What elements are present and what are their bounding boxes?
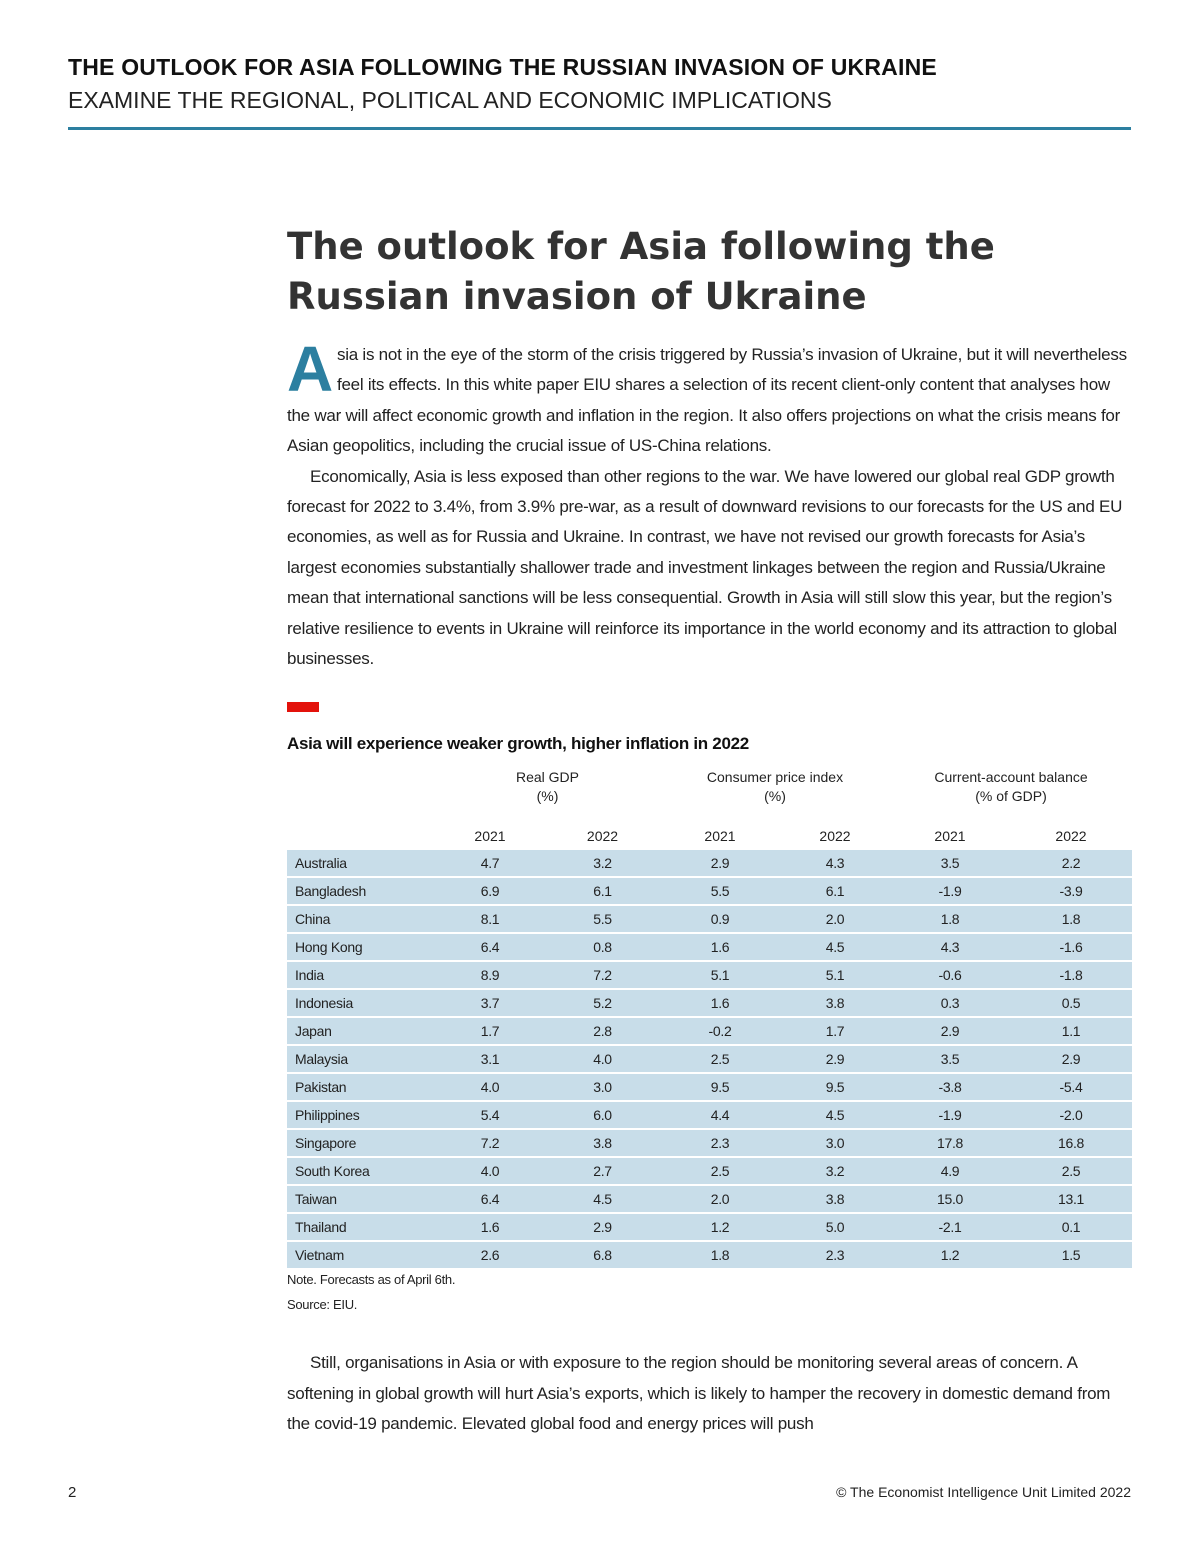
value-cell: 4.5 [545, 1185, 660, 1213]
value-cell: 2.5 [660, 1157, 780, 1185]
value-cell: 15.0 [890, 1185, 1010, 1213]
country-cell: Indonesia [287, 989, 435, 1017]
value-cell: 2.3 [780, 1241, 890, 1269]
value-cell: 2.8 [545, 1017, 660, 1045]
country-cell: Singapore [287, 1129, 435, 1157]
table-body [287, 850, 1132, 1269]
country-cell: Vietnam [287, 1241, 435, 1269]
value-cell: 2.9 [545, 1213, 660, 1241]
country-cell: Hong Kong [287, 933, 435, 961]
value-cell: 2.2 [1010, 850, 1132, 877]
value-cell: 2.0 [780, 905, 890, 933]
table-row [287, 1017, 1132, 1045]
table-source: Source: EIU. [287, 1297, 358, 1313]
value-cell: 4.7 [435, 850, 545, 877]
value-cell: 0.1 [1010, 1213, 1132, 1241]
value-cell: 4.0 [435, 1157, 545, 1185]
value-cell: 4.5 [780, 1101, 890, 1129]
value-cell: 2.9 [780, 1045, 890, 1073]
copyright-notice: © The Economist Intelligence Unit Limited 2022 [836, 1484, 1131, 1500]
drop-cap: A [287, 333, 333, 405]
value-cell: 1.6 [660, 989, 780, 1017]
value-cell: 1.8 [1010, 905, 1132, 933]
country-cell: China [287, 905, 435, 933]
country-cell: Thailand [287, 1213, 435, 1241]
value-cell: 5.5 [660, 877, 780, 905]
country-cell: Japan [287, 1017, 435, 1045]
value-cell: 6.9 [435, 877, 545, 905]
page-number: 2 [68, 1484, 77, 1501]
value-cell: 1.8 [890, 905, 1010, 933]
value-cell: -1.9 [890, 1101, 1010, 1129]
country-cell: South Korea [287, 1157, 435, 1185]
year-header: 2021 [474, 828, 506, 845]
year-header: 2021 [934, 828, 966, 845]
value-cell: 3.8 [780, 989, 890, 1017]
value-cell: 5.0 [780, 1213, 890, 1241]
value-cell: 4.0 [545, 1045, 660, 1073]
value-cell: 4.4 [660, 1101, 780, 1129]
value-cell: 4.3 [890, 933, 1010, 961]
country-cell: Philippines [287, 1101, 435, 1129]
header-title: THE OUTLOOK FOR ASIA FOLLOWING THE RUSSIAN INVASION OF UKRAINE [68, 54, 937, 80]
country-cell: Australia [287, 850, 435, 877]
year-header: 2022 [1055, 828, 1087, 845]
table-row [287, 1073, 1132, 1101]
value-cell: 6.8 [545, 1241, 660, 1269]
group-header-current-account: Current-account balance (% of GDP) [934, 769, 1088, 805]
value-cell: 2.3 [660, 1129, 780, 1157]
value-cell: 0.8 [545, 933, 660, 961]
value-cell: 17.8 [890, 1129, 1010, 1157]
value-cell: 9.5 [660, 1073, 780, 1101]
table-row [287, 1241, 1132, 1269]
header-divider [68, 127, 1131, 130]
table-row [287, 1045, 1132, 1073]
value-cell: 1.2 [660, 1213, 780, 1241]
value-cell: 5.5 [545, 905, 660, 933]
value-cell: 4.5 [780, 933, 890, 961]
value-cell: -0.2 [660, 1017, 780, 1045]
country-cell: Pakistan [287, 1073, 435, 1101]
value-cell: 1.5 [1010, 1241, 1132, 1269]
article-body [287, 222, 1132, 1440]
table-row [287, 877, 1132, 905]
table-row [287, 1129, 1132, 1157]
value-cell: 1.2 [890, 1241, 1010, 1269]
value-cell: 16.8 [1010, 1129, 1132, 1157]
value-cell: 3.0 [545, 1073, 660, 1101]
table-row [287, 933, 1132, 961]
value-cell: 4.0 [435, 1073, 545, 1101]
table-title: Asia will experience weaker growth, higher inflation in 2022 [287, 734, 749, 754]
year-header: 2022 [586, 828, 619, 845]
country-cell: India [287, 961, 435, 989]
value-cell: 6.1 [780, 877, 890, 905]
value-cell: 6.4 [435, 933, 545, 961]
value-cell: -1.9 [890, 877, 1010, 905]
value-cell: 1.1 [1010, 1017, 1132, 1045]
value-cell: 0.3 [890, 989, 1010, 1017]
country-cell: Taiwan [287, 1185, 435, 1213]
value-cell: 13.1 [1010, 1185, 1132, 1213]
value-cell: 3.0 [780, 1129, 890, 1157]
intro-paragraph [287, 333, 1132, 462]
value-cell: 3.8 [780, 1185, 890, 1213]
value-cell: 1.6 [435, 1213, 545, 1241]
table-group-header-row [287, 764, 1132, 807]
table-row [287, 905, 1132, 933]
table-row [287, 1185, 1132, 1213]
header-subtitle: EXAMINE THE REGIONAL, POLITICAL AND ECONOMIC IMPLICATIONS [68, 87, 832, 113]
value-cell: 1.7 [435, 1017, 545, 1045]
value-cell: 0.9 [660, 905, 780, 933]
value-cell: 8.9 [435, 961, 545, 989]
value-cell: -5.4 [1010, 1073, 1132, 1101]
value-cell: 3.2 [545, 850, 660, 877]
table-row [287, 1213, 1132, 1241]
country-cell: Bangladesh [287, 877, 435, 905]
value-cell: -2.1 [890, 1213, 1010, 1241]
group-header-real-gdp: Real GDP (%) [515, 769, 580, 805]
value-cell: 8.1 [435, 905, 545, 933]
value-cell: 3.8 [545, 1129, 660, 1157]
group-header-cpi: Consumer price index (%) [706, 769, 844, 805]
value-cell: 6.1 [545, 877, 660, 905]
year-header: 2022 [819, 828, 851, 845]
value-cell: -0.6 [890, 961, 1010, 989]
value-cell: 3.1 [435, 1045, 545, 1073]
value-cell: 2.0 [660, 1185, 780, 1213]
value-cell: 5.4 [435, 1101, 545, 1129]
value-cell: 6.4 [435, 1185, 545, 1213]
value-cell: 2.9 [1010, 1045, 1132, 1073]
forecast-table [287, 764, 1132, 1270]
value-cell: 3.5 [890, 850, 1010, 877]
table-row [287, 961, 1132, 989]
value-cell: 6.0 [545, 1101, 660, 1129]
value-cell: -3.9 [1010, 877, 1132, 905]
value-cell: 2.7 [545, 1157, 660, 1185]
table-corner-cell [287, 764, 435, 807]
year-header: 2021 [704, 828, 736, 845]
value-cell: 1.6 [660, 933, 780, 961]
value-cell: 5.1 [660, 961, 780, 989]
value-cell: -2.0 [1010, 1101, 1132, 1129]
table-note: Note. Forecasts as of April 6th. [287, 1272, 456, 1288]
value-cell: 2.5 [1010, 1157, 1132, 1185]
value-cell: 4.3 [780, 850, 890, 877]
document-header [68, 52, 1131, 115]
paragraph-concerns: Still, organisations in Asia or with exposure to the region should be monitoring several areas of concern. A softening in global growth will hurt Asia’s exports, which is likely to hamper the recovery in domestic demand from the covid-19 pandemic. Elevated global food and energy prices will push [287, 1353, 1111, 1434]
value-cell: 0.5 [1010, 989, 1132, 1017]
value-cell: 7.2 [435, 1129, 545, 1157]
value-cell: 3.5 [890, 1045, 1010, 1073]
table-row [287, 850, 1132, 877]
table-year-header-row [287, 807, 1132, 850]
table-row [287, 1101, 1132, 1129]
paragraph-economics: Economically, Asia is less exposed than other regions to the war. We have lowered our global real GDP growth forecast for 2022 to 3.4%, from 3.9% pre-war, as a result of downward revisions to our forecasts for the US and EU economies, as well as for Russia and Ukraine. In contrast, we have not revised our growth forecasts for Asia’s largest economies substantially shallower trade and investment linkages between the region and Russia/Ukraine mean that international sanctions will be less consequential. Growth in Asia will still slow this year, but the region’s relative resilience to events in Ukraine will reinforce its importance in the world economy and its attraction to global businesses. [287, 466, 1123, 669]
value-cell: 2.5 [660, 1045, 780, 1073]
value-cell: 5.1 [780, 961, 890, 989]
value-cell: 2.9 [660, 850, 780, 877]
value-cell: 5.2 [545, 989, 660, 1017]
value-cell: 2.9 [890, 1017, 1010, 1045]
value-cell: 7.2 [545, 961, 660, 989]
value-cell: 4.9 [890, 1157, 1010, 1185]
table-row [287, 1157, 1132, 1185]
value-cell: 3.7 [435, 989, 545, 1017]
intro-paragraph-text: sia is not in the eye of the storm of the crisis triggered by Russia’s invasion of Ukraine, but it will nevertheless feel its effects. In this white paper EIU shares a selection of its recent client-only content that analyses how the war will affect economic growth and inflation in the region. It also offers projections on what the crisis means for Asian geopolitics, including the crucial issue of US-China relations. [287, 345, 1127, 456]
country-cell: Malaysia [287, 1045, 435, 1073]
value-cell: 1.8 [660, 1241, 780, 1269]
value-cell: 9.5 [780, 1073, 890, 1101]
value-cell: 3.2 [780, 1157, 890, 1185]
value-cell: -1.8 [1010, 961, 1132, 989]
value-cell: -3.8 [890, 1073, 1010, 1101]
article-title: The outlook for Asia following the Russian invasion of Ukraine [287, 225, 995, 318]
value-cell: 2.6 [435, 1241, 545, 1269]
value-cell: -1.6 [1010, 933, 1132, 961]
value-cell: 1.7 [780, 1017, 890, 1045]
red-accent-bar [287, 702, 319, 712]
table-row [287, 989, 1132, 1017]
